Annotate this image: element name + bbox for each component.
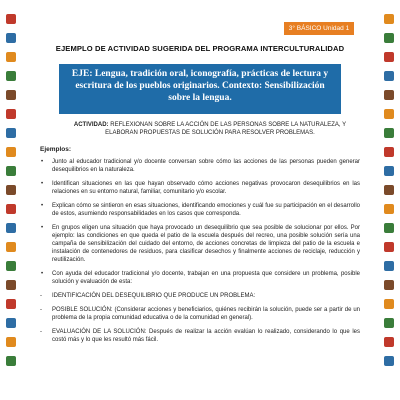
examples-heading: Ejemplos: — [40, 146, 72, 153]
artifact-icon — [384, 166, 394, 176]
eje-banner — [59, 64, 341, 114]
dash-icon: - — [40, 307, 42, 313]
artifact-icon — [6, 147, 16, 157]
sub-item — [40, 306, 360, 322]
artifact-icon — [384, 14, 394, 24]
list-item — [40, 270, 360, 286]
grade-unit-tab: 3° BÁSICO Unidad 1 — [284, 22, 354, 35]
artifact-icon — [384, 337, 394, 347]
bullet-icon: • — [41, 159, 44, 165]
sub-item — [40, 292, 360, 300]
list-item — [40, 202, 360, 218]
artifact-icon — [6, 223, 16, 233]
artifact-icon — [384, 280, 394, 290]
artifact-icon — [384, 299, 394, 309]
sub-item — [40, 328, 360, 344]
artifact-icon — [6, 185, 16, 195]
artifact-icon — [384, 109, 394, 119]
artifact-icon — [6, 337, 16, 347]
bullet-icon: • — [41, 225, 44, 231]
bullet-icon: • — [41, 271, 44, 277]
decorative-border-right — [382, 14, 396, 375]
list-item — [40, 224, 360, 264]
activity-line: REFLEXIONAN SOBRE LA ACCIÓN DE LAS PERSONAS SOBRE LA NATURALEZA, Y — [110, 122, 347, 128]
artifact-icon — [6, 166, 16, 176]
artifact-icon — [384, 33, 394, 43]
eje-line: escritura de los pueblos originarios. Contexto: Sensibilización — [75, 81, 325, 91]
list-item-text: Identifican situaciones en las que hayan observado cómo acciones negativas provocaron desequilibrios en las relaciones en su entorno natural, familiar, comunitario y/o escolar. — [52, 181, 360, 195]
artifact-icon — [384, 318, 394, 328]
artifact-icon — [384, 52, 394, 62]
artifact-icon — [6, 261, 16, 271]
artifact-icon — [6, 52, 16, 62]
examples-list — [40, 158, 360, 350]
eje-line: sobre la lengua. — [168, 93, 232, 103]
activity-label: ACTIVIDAD: — [73, 122, 109, 128]
sub-item-text: EVALUACIÓN DE LA SOLUCIÓN: Después de realizar la acción evalúan lo realizado, considerando lo que les costó más y lo que les resultó más fácil. — [52, 329, 360, 343]
page-title: EJEMPLO DE ACTIVIDAD SUGERIDA DEL PROGRAMA INTERCULTURALIDAD — [55, 44, 345, 53]
artifact-icon — [384, 356, 394, 366]
artifact-icon — [6, 299, 16, 309]
list-item — [40, 180, 360, 196]
list-item-text: Explican cómo se sintieron en esas situaciones, identificando emociones y cuál fue su participación en el desarrollo de estos, asumiendo responsabilidades en los casos que corresponda. — [52, 203, 360, 217]
sub-item-text: POSIBLE SOLUCIÓN: (Considerar acciones y beneficiarios, quiénes recibirán la solución, puede ser a partir de un problema de la propia comunidad educativa o de la comunidad en general). — [52, 307, 360, 321]
eje-line: EJE: Lengua, tradición oral, iconografía, prácticas de lectura y — [71, 69, 329, 79]
artifact-icon — [6, 128, 16, 138]
artifact-icon — [6, 71, 16, 81]
artifact-icon — [6, 280, 16, 290]
decorative-border-left — [4, 14, 18, 375]
list-item — [40, 158, 360, 174]
artifact-icon — [6, 204, 16, 214]
dash-icon: - — [40, 293, 42, 299]
artifact-icon — [6, 109, 16, 119]
dash-icon: - — [40, 329, 42, 335]
artifact-icon — [384, 71, 394, 81]
bullet-icon: • — [41, 181, 44, 187]
activity-description — [60, 121, 360, 137]
artifact-icon — [384, 185, 394, 195]
artifact-icon — [384, 223, 394, 233]
artifact-icon — [6, 318, 16, 328]
bullet-icon: • — [41, 203, 44, 209]
artifact-icon — [384, 90, 394, 100]
list-item-text: Con ayuda del educador tradicional y/o docente, trabajan en una propuesta que considere un problema, posible solución y evaluación de esta: — [52, 271, 360, 285]
artifact-icon — [384, 204, 394, 214]
artifact-icon — [6, 33, 16, 43]
artifact-icon — [384, 128, 394, 138]
artifact-icon — [384, 147, 394, 157]
activity-line: ELABORAN PROPUESTAS DE SOLUCIÓN PARA RESOLVER PROBLEMAS. — [105, 130, 315, 136]
artifact-icon — [384, 261, 394, 271]
artifact-icon — [6, 242, 16, 252]
list-item-text: En grupos eligen una situación que haya provocado un desequilibrio que sea posible de solucionar por ellos. Por ejemplo: las condiciones en que queda el patio de la escuela después del recreo, una posible solución sería una campaña de sensibilización del cuidado del entorno, de acciones concretas de limpieza del patio de la escuela e instalación de contenedores de residuos, para clasificar desechos y finalmente acciones de reciclaje, reducción y reutilización. — [52, 225, 360, 263]
artifact-icon — [6, 14, 16, 24]
artifact-icon — [6, 90, 16, 100]
list-item-text: Junto al educador tradicional y/o docente conversan sobre cómo las acciones de las personas pueden generar desequilibrios en la naturaleza. — [52, 159, 360, 173]
artifact-icon — [6, 356, 16, 366]
sub-item-text: IDENTIFICACIÓN DEL DESEQUILIBRIO QUE PRODUCE UN PROBLEMA: — [52, 293, 256, 299]
artifact-icon — [384, 242, 394, 252]
